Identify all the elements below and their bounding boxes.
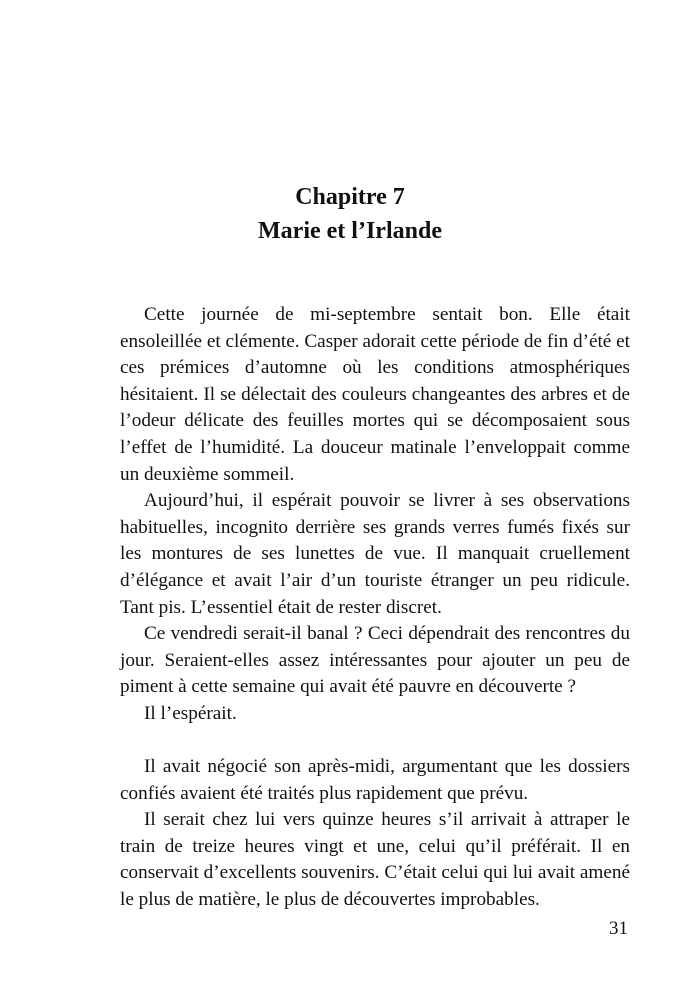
paragraph: Il avait négocié son après-midi, argumentant que les dossiers confiés avaient été traités plus rapidement que prévu. [120,756,630,804]
chapter-title: Marie et l’Irlande [258,218,442,244]
paragraph: Aujourd’hui, il espérait pouvoir se livrer à ses observations habituelles, incognito derrière ses grands verres fumés fixés sur les montures de ses lunettes de vue. Il manquait cruellement d’élégance et avait l’air d’un touriste étranger un peu ridicule. Tant pis. L’essentiel était de rester discret. [120,490,630,618]
paragraph: Il l’espérait. [144,702,237,724]
paragraph: Ce vendredi serait-il banal ? Ceci dépendrait des rencontres du jour. Seraient-elles assez intéressantes pour ajouter un peu de piment à cette semaine qui avait été pauvre en découverte ? [120,623,630,698]
chapter-body [120,302,630,914]
chapter-number: Chapitre 7 [295,184,405,210]
page-number: 31 [609,918,628,939]
paragraph: Cette journée de mi-septembre sentait bon. Elle était ensoleillée et clémente. Casper adorait cette période de fin d’été et ces prémices d’automne où les conditions atmosphériques hésitaient. Il se délectait des couleurs changeantes des arbres et de l’odeur délicate des feuilles mortes qui se décomposaient sous l’effet de l’humidité. La douceur matinale l’enveloppait comme un deuxième sommeil. [120,304,630,485]
paragraph: Il serait chez lui vers quinze heures s’il arrivait à attraper le train de treize heures vingt et une, celui qu’il préférait. Il en conservait d’excellents souvenirs. C’était celui qui lui avait amené le plus de matière, le plus de découvertes improbables. [120,809,630,911]
chapter-heading [0,180,700,248]
